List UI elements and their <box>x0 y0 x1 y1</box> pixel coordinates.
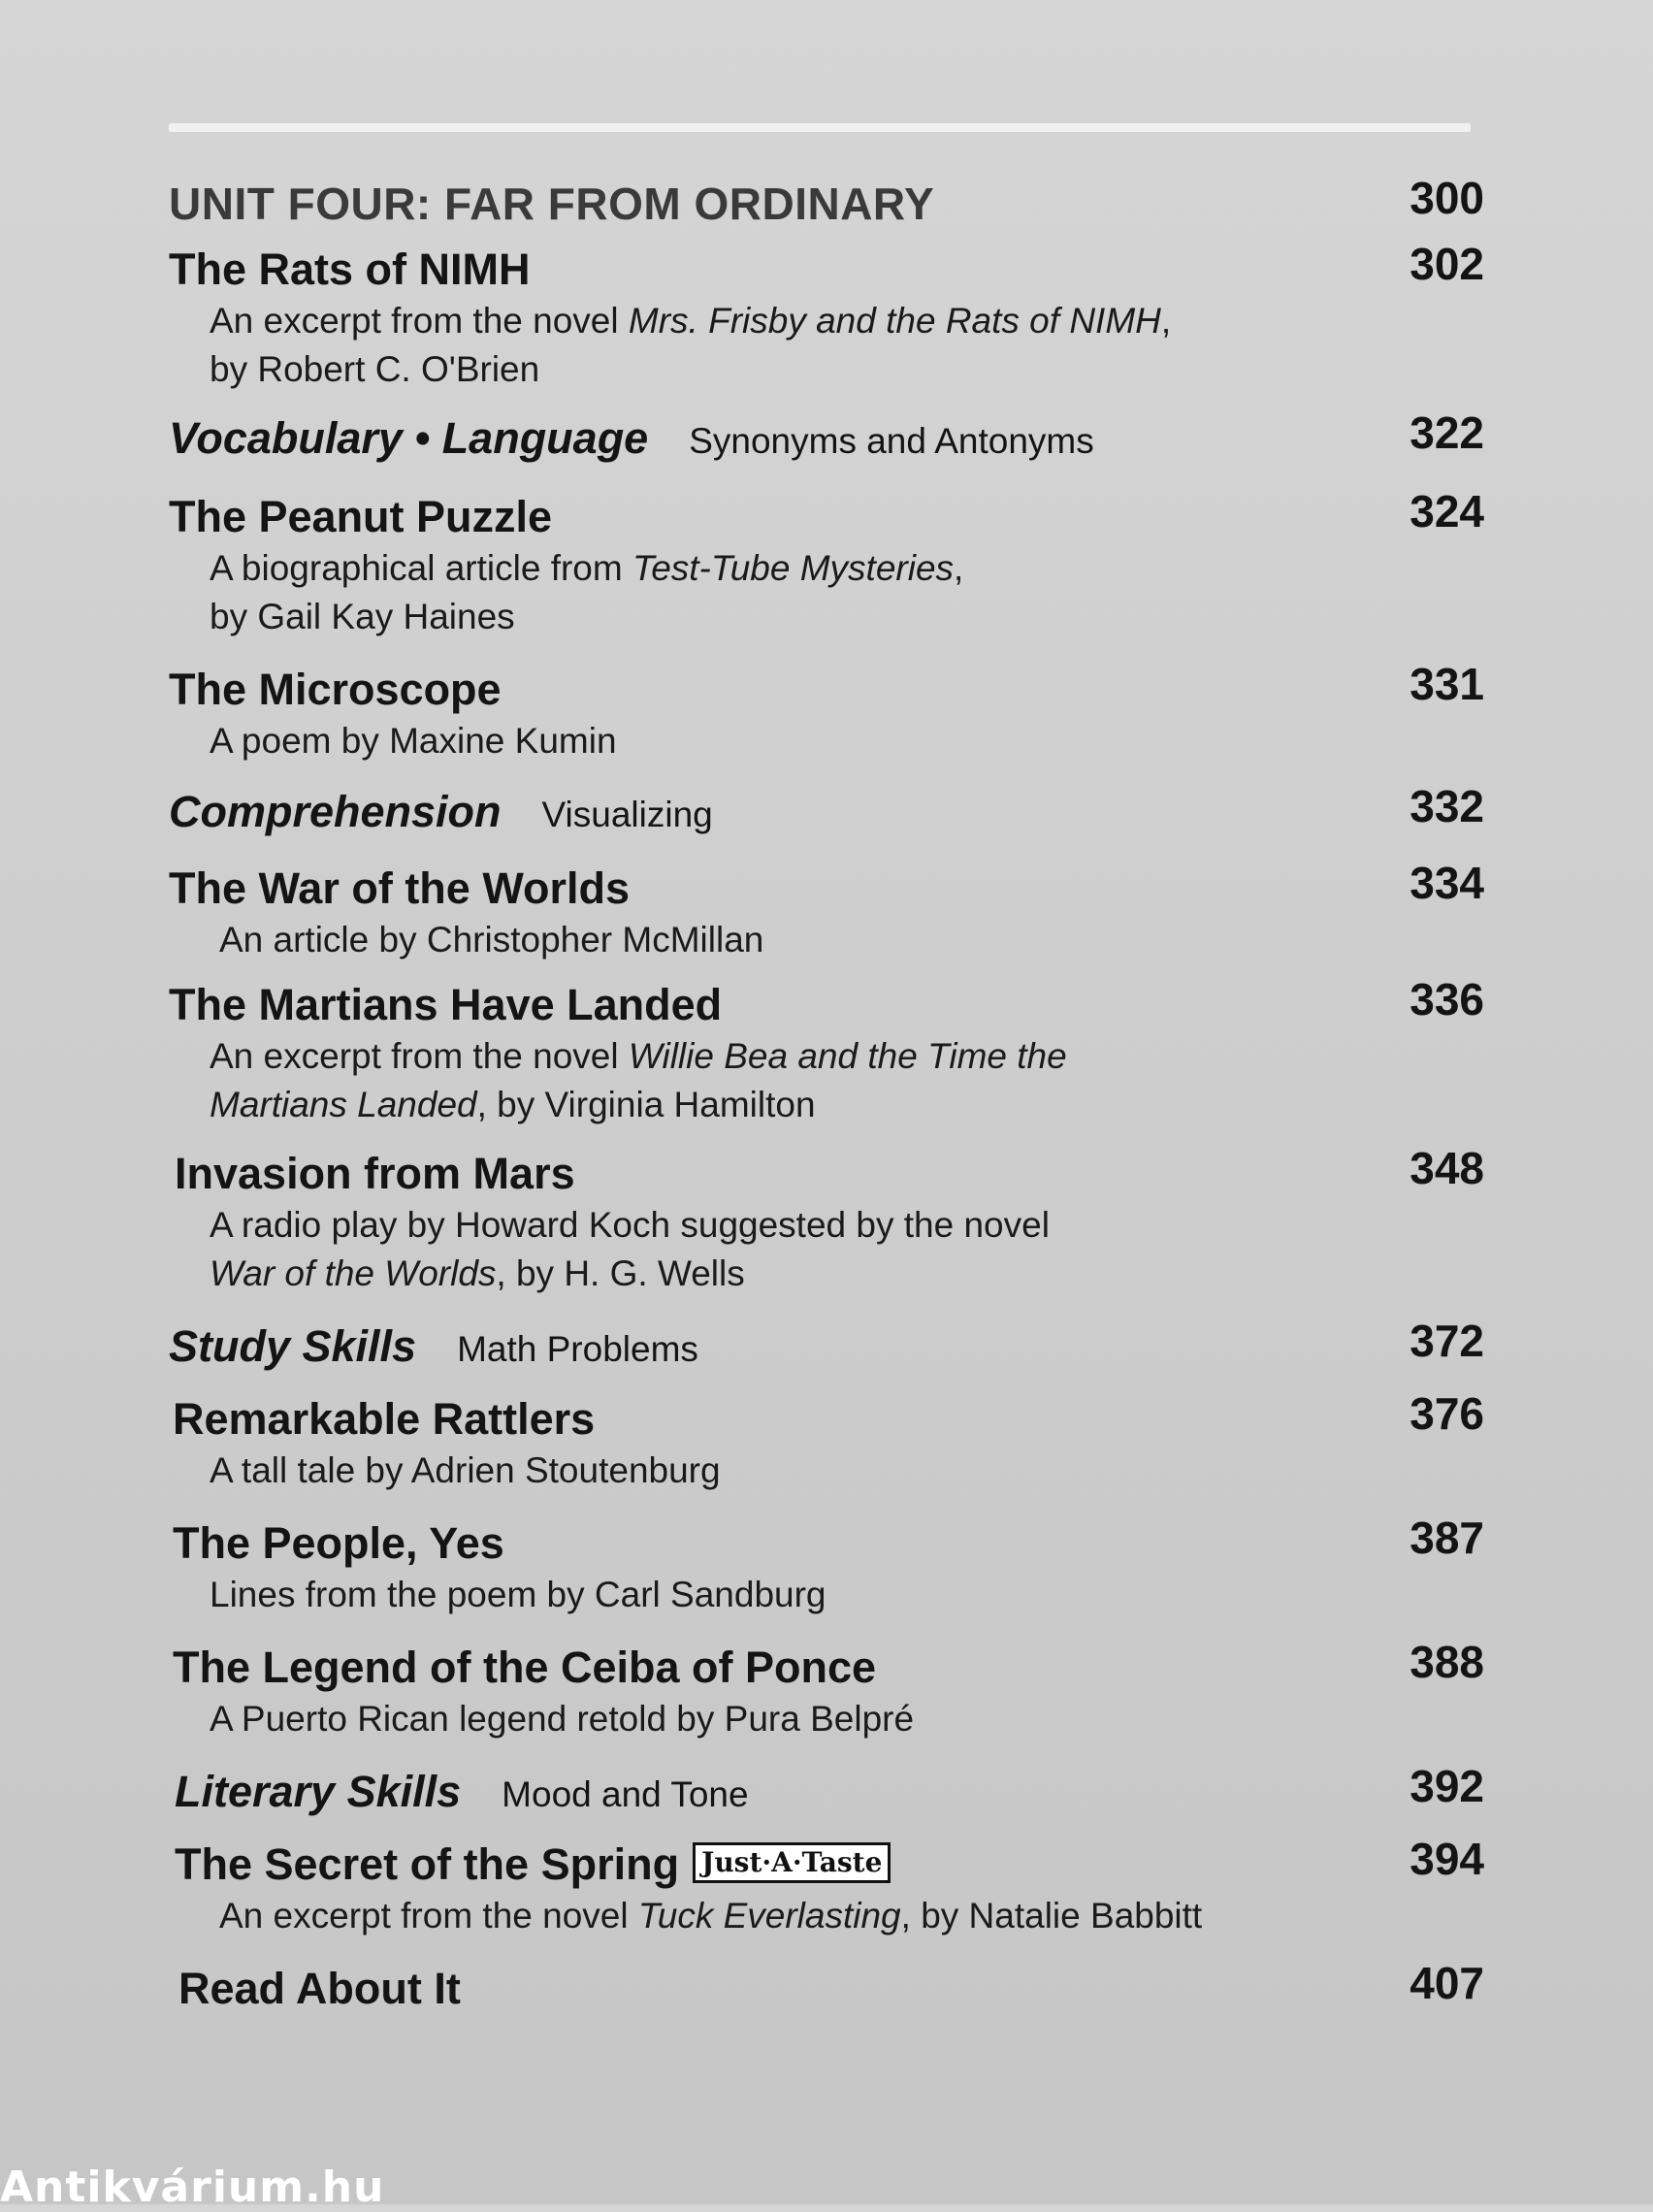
entry-author: Martians Landed, by Virginia Hamilton <box>210 1085 816 1124</box>
entry-page-number: 387 <box>1410 1513 1484 1563</box>
entry-page-number: 336 <box>1410 974 1484 1025</box>
entry-page-number: 332 <box>1410 781 1484 831</box>
unit-heading <box>169 175 1484 233</box>
skill-topic: Visualizing <box>541 795 713 834</box>
entry-page-number: 302 <box>1410 239 1484 289</box>
skill-title: Study Skills <box>169 1321 417 1371</box>
entry-title: The Microscope <box>169 665 502 714</box>
entry-description: An article by Christopher McMillan <box>219 920 764 960</box>
entry-title: Read About It <box>178 1964 461 2013</box>
entry-page-number: 331 <box>1410 659 1484 709</box>
skill-title: Vocabulary • Language <box>169 413 649 463</box>
toc-entry-peanut-puzzle[interactable] <box>169 486 1484 641</box>
toc-entry-rats-of-nimh[interactable] <box>169 239 1484 394</box>
entry-title: The People, Yes <box>173 1518 504 1568</box>
entry-description: A tall tale by Adrien Stoutenburg <box>210 1450 721 1490</box>
unit-title: UNIT FOUR: FAR FROM ORDINARY <box>169 179 935 229</box>
toc-entry-vocabulary-language[interactable] <box>169 407 1484 469</box>
entry-description: An excerpt from the novel Mrs. Frisby and the Rats of NIMH, <box>210 301 1172 341</box>
toc-entry-secret-of-the-spring[interactable] <box>169 1834 1484 1940</box>
entry-author: by Robert C. O'Brien <box>210 349 540 389</box>
entry-description: A biographical article from Test-Tube Mysteries, <box>210 548 964 588</box>
entry-title: Remarkable Rattlers <box>173 1394 596 1444</box>
entry-description: An excerpt from the novel Willie Bea and the Time the <box>210 1036 1067 1076</box>
entry-page-number: 372 <box>1410 1316 1484 1366</box>
entry-author: by Gail Kay Haines <box>210 597 515 636</box>
skill-topic: Mood and Tone <box>502 1774 749 1814</box>
entry-page-number: 392 <box>1410 1761 1484 1811</box>
entry-page-number: 376 <box>1410 1388 1484 1439</box>
entry-title: The Rats of NIMH <box>169 244 531 294</box>
entry-title: The Peanut Puzzle <box>169 492 553 541</box>
toc-entry-read-about-it[interactable] <box>169 1958 1484 2016</box>
entry-description: A radio play by Howard Koch suggested by the novel <box>210 1205 1050 1245</box>
table-of-contents <box>169 175 1484 2016</box>
entry-description: A Puerto Rican legend retold by Pura Belpré <box>210 1699 915 1739</box>
entry-description: A poem by Maxine Kumin <box>210 721 617 761</box>
skill-topic: Synonyms and Antonyms <box>689 421 1094 461</box>
entry-description: An excerpt from the novel Tuck Everlasting, by Natalie Babbitt <box>219 1896 1203 1936</box>
entry-page-number: 322 <box>1410 407 1484 458</box>
entry-page-number: 334 <box>1410 858 1484 908</box>
entry-title: Invasion from Mars <box>175 1149 575 1198</box>
unit-page-number: 300 <box>1410 173 1484 223</box>
toc-entry-war-of-the-worlds[interactable] <box>169 858 1484 964</box>
watermark: Antikvárium.hu <box>0 2163 385 2212</box>
toc-entry-legend-of-the-ceiba[interactable] <box>169 1637 1484 1743</box>
entry-title: The Martians Have Landed <box>169 980 723 1029</box>
toc-entry-microscope[interactable] <box>169 659 1484 765</box>
entry-author: War of the Worlds, by H. G. Wells <box>210 1253 745 1293</box>
toc-entry-remarkable-rattlers[interactable] <box>169 1388 1484 1495</box>
entry-page-number: 324 <box>1410 486 1484 537</box>
entry-title: The War of the Worlds <box>169 863 631 913</box>
skill-title: Comprehension <box>169 787 502 836</box>
skill-title: Literary Skills <box>175 1767 462 1816</box>
toc-entry-the-people-yes[interactable] <box>169 1513 1484 1619</box>
entry-page-number: 394 <box>1410 1834 1484 1884</box>
just-a-taste-badge: Just·A·Taste <box>693 1842 891 1883</box>
entry-title: The Secret of the Spring <box>175 1839 680 1889</box>
toc-entry-martians-have-landed[interactable] <box>169 974 1484 1129</box>
entry-page-number: 407 <box>1410 1958 1484 2008</box>
top-rule <box>169 123 1471 132</box>
entry-title: The Legend of the Ceiba of Ponce <box>173 1643 877 1692</box>
toc-entry-study-skills[interactable] <box>169 1316 1484 1377</box>
entry-description: Lines from the poem by Carl Sandburg <box>210 1575 826 1614</box>
toc-entry-comprehension[interactable] <box>169 781 1484 842</box>
toc-entry-invasion-from-mars[interactable] <box>169 1143 1484 1298</box>
toc-entry-literary-skills[interactable] <box>169 1761 1484 1822</box>
skill-topic: Math Problems <box>457 1329 698 1369</box>
entry-page-number: 388 <box>1410 1637 1484 1687</box>
entry-page-number: 348 <box>1410 1143 1484 1193</box>
